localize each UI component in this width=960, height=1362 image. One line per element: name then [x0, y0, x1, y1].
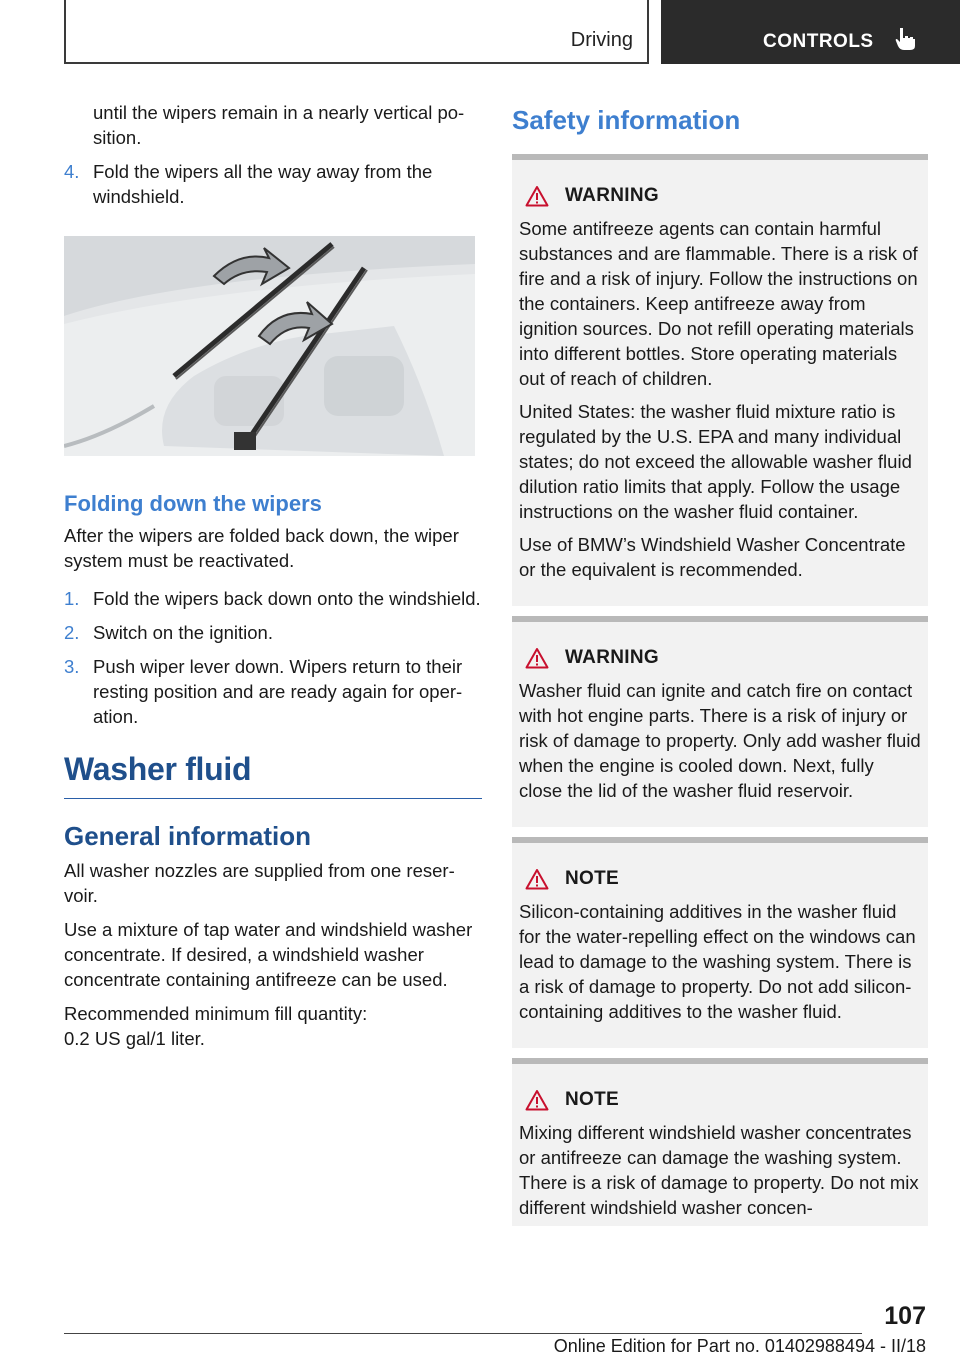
warning-triangle-icon	[525, 868, 549, 890]
step-text: Push wiper lever down. Wipers return to their resting position and are ready again for operation.	[93, 656, 463, 727]
box-label: WARNING	[565, 647, 659, 668]
fold-steps-list	[64, 586, 482, 729]
step-number: 2.	[64, 622, 80, 643]
footer-divider	[64, 1333, 862, 1334]
box-paragraph: Some antifreeze agents can contain harmful substances and are flammable. There is a risk of fire and a risk of injury. Follow the instructions on the containers. Keep antifreeze away from ignition sources. Do not refill operating materials into different bottles. Store operating materials out of reach of children.	[519, 218, 918, 389]
step-text: Fold the wipers back down onto the windshield.	[93, 588, 481, 609]
warning-triangle-icon	[525, 647, 549, 669]
safety-information-heading: Safety information	[512, 105, 741, 135]
box-title	[519, 1086, 922, 1114]
box-title	[519, 182, 922, 210]
box-label: NOTE	[565, 868, 619, 889]
warning-box-antifreeze	[512, 154, 928, 606]
section-title: Driving	[570, 29, 633, 51]
folding-down-heading: Folding down the wipers	[64, 491, 322, 516]
step-3-continuation: until the wipers remain in a nearly vertical position.	[93, 102, 465, 148]
right-column	[512, 100, 928, 1236]
box-paragraph: Washer fluid can ignite and catch fire on contact with hot engine parts. There is a risk of injury or risk of damage to property. Only add washer fluid when the engine is cooled down. Next, fully close the lid of the washer fluid reservoir.	[519, 680, 921, 801]
chapter-title: CONTROLS	[763, 31, 874, 52]
box-title	[519, 644, 922, 672]
box-label: WARNING	[565, 185, 659, 206]
fold-step-3	[64, 654, 482, 729]
fill-quantity-label: Recommended minimum fill quantity:	[64, 1003, 368, 1024]
warning-triangle-icon	[525, 185, 549, 207]
box-label: NOTE	[565, 1089, 619, 1110]
windshield-wipers-image	[64, 236, 475, 456]
warning-triangle-icon	[525, 1089, 549, 1111]
step-text: Switch on the ignition.	[93, 622, 273, 643]
washer-fluid-heading: Washer fluid	[64, 751, 482, 799]
step-text: Fold the wipers all the way away from the windshield.	[93, 161, 433, 207]
fold-step-1	[64, 586, 482, 611]
box-paragraph: Mixing different windshield washer concentrates or antifreeze can damage the washing system. There is a risk of damage to property. Do not mix different windshield washer concen-	[519, 1122, 919, 1218]
fill-quantity-value: 0.2 US gal/1 liter.	[64, 1028, 205, 1049]
left-column	[64, 100, 482, 1051]
note-box-mixing	[512, 1058, 928, 1226]
box-paragraph: United States: the washer fluid mixture ratio is regulated by the U.S. EPA and many individual states; do not exceed the allowable washer fluid dilution ratio limits that apply. Follow the usage instructions on the washer fluid container.	[519, 401, 912, 522]
edition-info: Online Edition for Part no. 01402988494 - II/18	[553, 1336, 926, 1356]
header-chapter-tab	[661, 0, 960, 64]
step-number: 4.	[64, 161, 80, 182]
warning-box-ignition	[512, 616, 928, 827]
page-number: 107	[884, 1302, 926, 1330]
folding-down-intro: After the wipers are folded back down, the wiper system must be reactivated.	[64, 525, 459, 571]
step-number: 3.	[64, 656, 80, 677]
general-paragraph-2: Use a mixture of tap water and windshield washer concentrate. If desired, a windshield washer concentrate containing antifreeze can be used.	[64, 919, 473, 990]
box-paragraph: Silicon-containing additives in the washer fluid for the water-repelling effect on the windows can lead to damage to the washing system. There is a risk of damage to property. Do not add silicon-containing additives to the washer fluid.	[519, 901, 916, 1022]
step-4	[64, 159, 482, 209]
step-number: 1.	[64, 588, 80, 609]
general-information-heading: General information	[64, 821, 312, 851]
fold-step-2	[64, 620, 482, 645]
general-paragraph-1: All washer nozzles are supplied from one reservoir.	[64, 860, 455, 906]
pointing-hand-icon	[893, 26, 919, 52]
box-paragraph: Use of BMW’s Windshield Washer Concentrate or the equivalent is recommended.	[519, 534, 906, 580]
note-box-silicon	[512, 837, 928, 1048]
wipers-folded-illustration	[64, 236, 475, 456]
header-section-tab	[64, 0, 649, 64]
box-title	[519, 865, 922, 893]
